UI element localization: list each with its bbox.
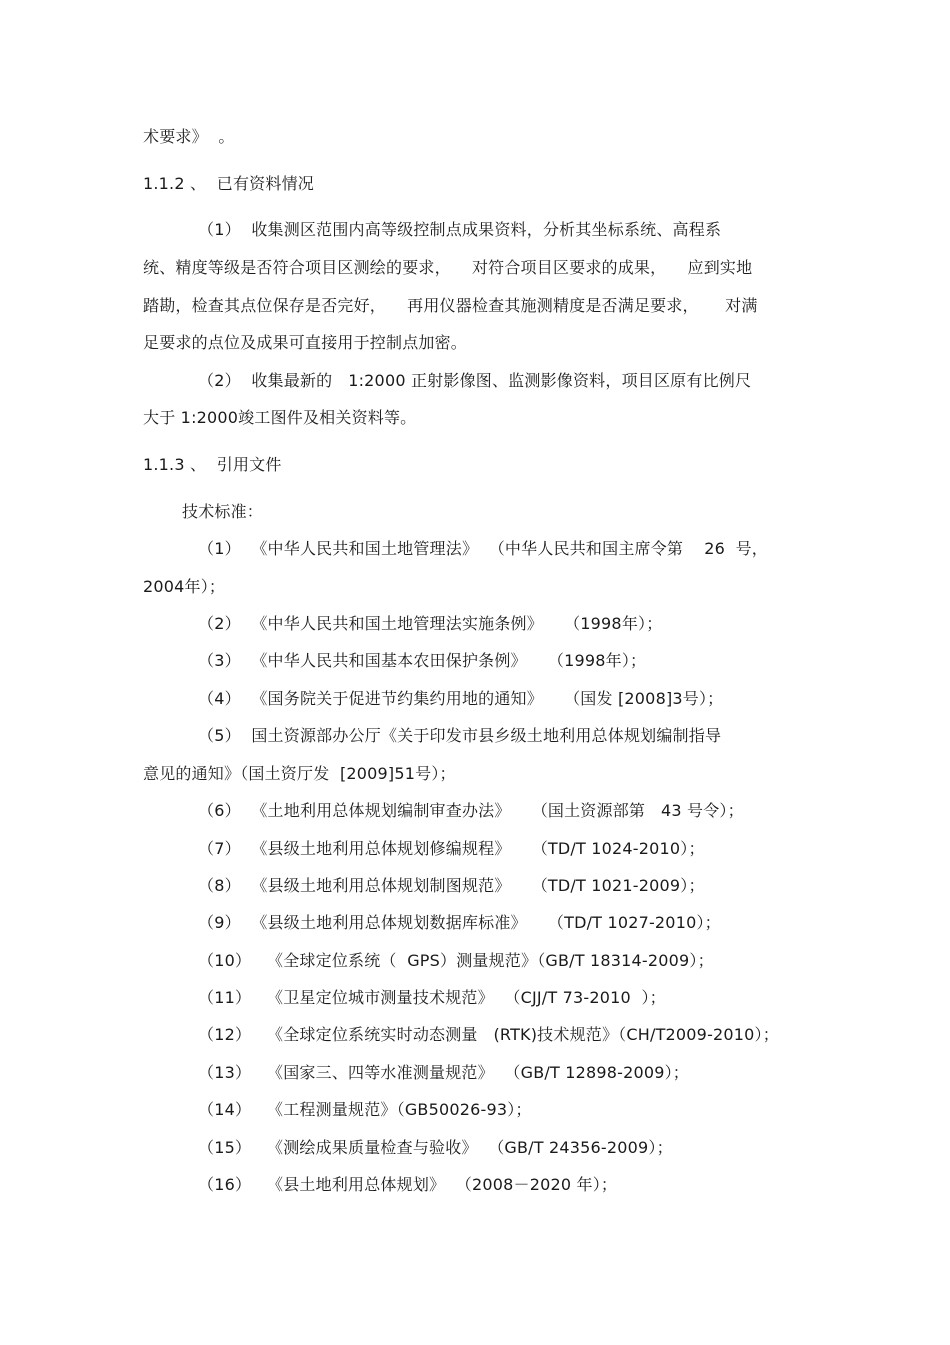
paragraph-line: 术要求》 。 — [143, 127, 235, 146]
list-item: （2） 《中华人民共和国土地管理法实施条例》 （1998年）； — [198, 614, 663, 633]
subheading: 技术标准： — [182, 502, 264, 521]
paragraph-line: 统、精度等级是否符合项目区测绘的要求， 对符合项目区要求的成果， 应到实地 — [143, 258, 753, 277]
list-item: （8） 《县级土地利用总体规划制图规范》 （TD/T 1021-2009）； — [198, 876, 705, 895]
list-item: （11） 《卫星定位城市测量技术规范》 （CJJ/T 73-2010 ）； — [198, 988, 666, 1007]
section-heading: 1.1.3 、 引用文件 — [143, 455, 282, 474]
list-item: （9） 《县级土地利用总体规划数据库标准》 （TD/T 1027-2010）； — [198, 913, 721, 932]
list-item: （10） 《全球定位系统（ GPS）测量规范》（GB/T 18314-2009）； — [198, 951, 714, 970]
list-item: （16） 《县土地利用总体规划》 （2008－2020 年）； — [198, 1175, 618, 1194]
list-item: （15） 《测绘成果质量检查与验收》 （GB/T 24356-2009）； — [198, 1138, 673, 1157]
list-item-continuation: 意见的通知》（国土资厅发 [2009]51号）； — [143, 764, 456, 783]
list-item: （5） 国土资源部办公厅《关于印发市县乡级土地利用总体规划编制指导 — [198, 726, 722, 745]
list-item: （7） 《县级土地利用总体规划修编规程》 （TD/T 1024-2010）； — [198, 839, 705, 858]
list-item: （1） 《中华人民共和国土地管理法》 （中华人民共和国主席令第 26 号， — [198, 539, 768, 558]
list-item: （4） 《国务院关于促进节约集约用地的通知》 （国发 [2008]3号）； — [198, 689, 724, 708]
section-heading: 1.1.2 、 已有资料情况 — [143, 174, 314, 193]
paragraph-line: （1） 收集测区范围内高等级控制点成果资料，分析其坐标系统、高程系 — [198, 220, 722, 239]
paragraph-line: 足要求的点位及成果可直接用于控制点加密。 — [143, 333, 468, 352]
list-item: （6） 《土地利用总体规划编制审查办法》 （国土资源部第 43 号令）； — [198, 801, 744, 820]
list-item: （14） 《工程测量规范》（GB50026-93）； — [198, 1100, 532, 1119]
paragraph-line: 踏勘，检查其点位保存是否完好， 再用仪器检查其施测精度是否满足要求， 对满 — [143, 296, 758, 315]
paragraph-line: （2） 收集最新的 1:2000 正射影像图、监测影像资料，项目区原有比例尺 — [198, 371, 752, 390]
paragraph-line: 大于 1:2000竣工图件及相关资料等。 — [143, 408, 417, 427]
list-item: （13） 《国家三、四等水准测量规范》 （GB/T 12898-2009）； — [198, 1063, 690, 1082]
list-item: （3） 《中华人民共和国基本农田保护条例》 （1998年）； — [198, 651, 647, 670]
list-item: （12） 《全球定位系统实时动态测量 (RTK)技术规范》（CH/T2009-2010）； — [198, 1025, 779, 1044]
list-item-continuation: 2004年）； — [143, 577, 226, 596]
